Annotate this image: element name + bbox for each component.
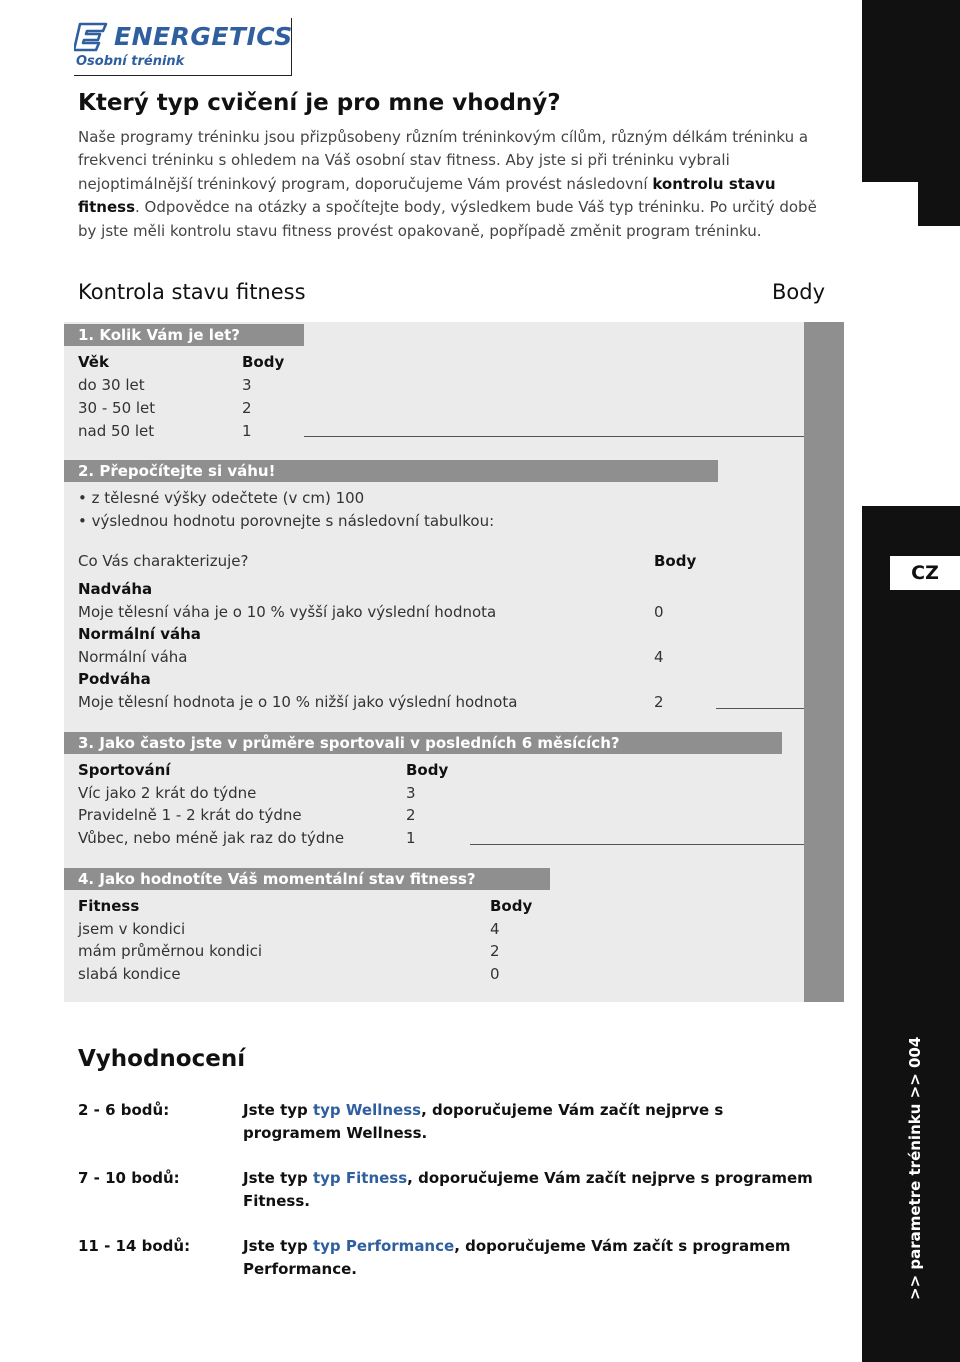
q4-row-label: slabá kondice	[78, 965, 181, 983]
question-4-bar: 4. Jako hodnotíte Váš momentální stav fitness?	[64, 868, 550, 890]
q4-row-points: 0	[490, 965, 500, 983]
q4-row-points: 4	[490, 920, 500, 938]
q1-answer-line	[304, 436, 804, 437]
q2-group-heading: Podváha	[78, 670, 151, 688]
q2-bullet: • z tělesné výšky odečtete (v cm) 100	[78, 489, 365, 507]
evaluation-range: 11 - 14 bodů:	[78, 1237, 191, 1255]
evaluation-type: typ Performance	[312, 1237, 455, 1255]
q2-group-heading: Nadváha	[78, 580, 153, 598]
q3-row-points: 2	[406, 806, 416, 824]
q1-row-points: 1	[242, 422, 252, 440]
q1-row-label: nad 50 let	[78, 422, 155, 440]
brand-subtitle: Osobní trénink	[76, 54, 185, 69]
energetics-e-logo-icon	[74, 22, 108, 52]
brand-name: ENERGETICS	[114, 22, 293, 51]
q4-col-fitness: Fitness	[78, 897, 140, 915]
question-1-bar: 1. Kolik Vám je let?	[64, 324, 304, 346]
q3-col-sport: Sportování	[78, 761, 171, 779]
evaluation-type: typ Fitness	[312, 1169, 408, 1187]
q2-col-characteristic: Co Vás charakterizuje?	[78, 552, 249, 570]
q3-row-points: 1	[406, 829, 416, 847]
q2-group-points: 0	[654, 603, 664, 621]
q4-row-points: 2	[490, 942, 500, 960]
q1-row-points: 2	[242, 399, 252, 417]
q2-group-label: Moje tělesní váha je o 10 % vyšší jako výslední hodnota	[78, 603, 497, 621]
evaluation-title: Vyhodnocení	[78, 1046, 246, 1072]
q2-group-points: 4	[654, 648, 664, 666]
q1-row-points: 3	[242, 376, 252, 394]
brand-logo	[74, 18, 292, 76]
evaluation-range: 7 - 10 bodů:	[78, 1169, 180, 1187]
q4-row-label: jsem v kondici	[78, 920, 186, 938]
q1-col-age: Věk	[78, 353, 109, 371]
side-vertical-label: >> parametre tréninku >> 004	[906, 1036, 924, 1300]
evaluation-text: Jste typ typ Fitness, doporučujeme Vám začít nejprve s programem Fitness.	[243, 1169, 813, 1210]
q3-row-label: Víc jako 2 krát do týdne	[78, 784, 257, 802]
q3-answer-line	[470, 844, 804, 845]
q3-col-points: Body	[406, 761, 449, 779]
language-badge: CZ	[890, 556, 960, 590]
q4-row-label: mám průměrnou kondici	[78, 942, 263, 960]
q4-col-points: Body	[490, 897, 533, 915]
evaluation-text: Jste typ typ Performance, doporučujeme Vám začít s programem Performance.	[243, 1237, 791, 1278]
intro-paragraph: Naše programy tréninku jsou přizpůsobeny různím tréninkovým cílům, různým délkám tréninku a frekvenci tréninku s ohledem na Váš osobní stav fitness. Aby jste si při tréninku vybrali nejoptimálnější tréninkový program, doporučujeme Vám provést následovní kontrolu stavu fitness. Odpovědce na otázky a spočítejte body, výsledkem bude Váš typ tréninku. Po určitý době by jste měli kontrolu stavu fitness provést opakovaně, popřípadě změnit program tréninku.	[78, 128, 817, 240]
q3-row-label: Vůbec, nebo méně jak raz do týdne	[78, 829, 345, 847]
top-right-black-bar	[918, 0, 960, 226]
question-2-bar: 2. Přepočítejte si váhu!	[64, 460, 718, 482]
q2-group-heading: Normální váha	[78, 625, 201, 643]
q2-group-points: 2	[654, 693, 664, 711]
points-column	[804, 322, 844, 1002]
q2-group-label: Moje tělesní hodnota je o 10 % nižší jako výslední hodnota	[78, 693, 518, 711]
page-title: Který typ cvičení je pro mne vhodný?	[78, 90, 561, 116]
q2-col-points: Body	[654, 552, 697, 570]
quiz-points-header: Body	[772, 280, 826, 304]
evaluation-range: 2 - 6 bodů:	[78, 1101, 170, 1119]
q1-row-label: 30 - 50 let	[78, 399, 156, 417]
question-3-bar: 3. Jako často jste v průměre sportovali v posledních 6 měsících?	[64, 732, 782, 754]
q3-row-points: 3	[406, 784, 416, 802]
q1-col-points: Body	[242, 353, 285, 371]
evaluation-type: typ Wellness	[312, 1101, 422, 1119]
q1-row-label: do 30 let	[78, 376, 145, 394]
q3-row-label: Pravidelně 1 - 2 krát do týdne	[78, 806, 302, 824]
q2-bullet: • výslednou hodnotu porovnejte s následovní tabulkou:	[78, 512, 495, 530]
q2-group-label: Normální váha	[78, 648, 188, 666]
top-black-bar	[862, 0, 918, 182]
intro-emphasis: kontrolu stavu fitness	[78, 174, 776, 217]
quiz-title: Kontrola stavu fitness	[78, 280, 306, 304]
q2-answer-line	[716, 708, 804, 709]
evaluation-text: Jste typ typ Wellness, doporučujeme Vám začít nejprve s programem Wellness.	[243, 1101, 724, 1142]
